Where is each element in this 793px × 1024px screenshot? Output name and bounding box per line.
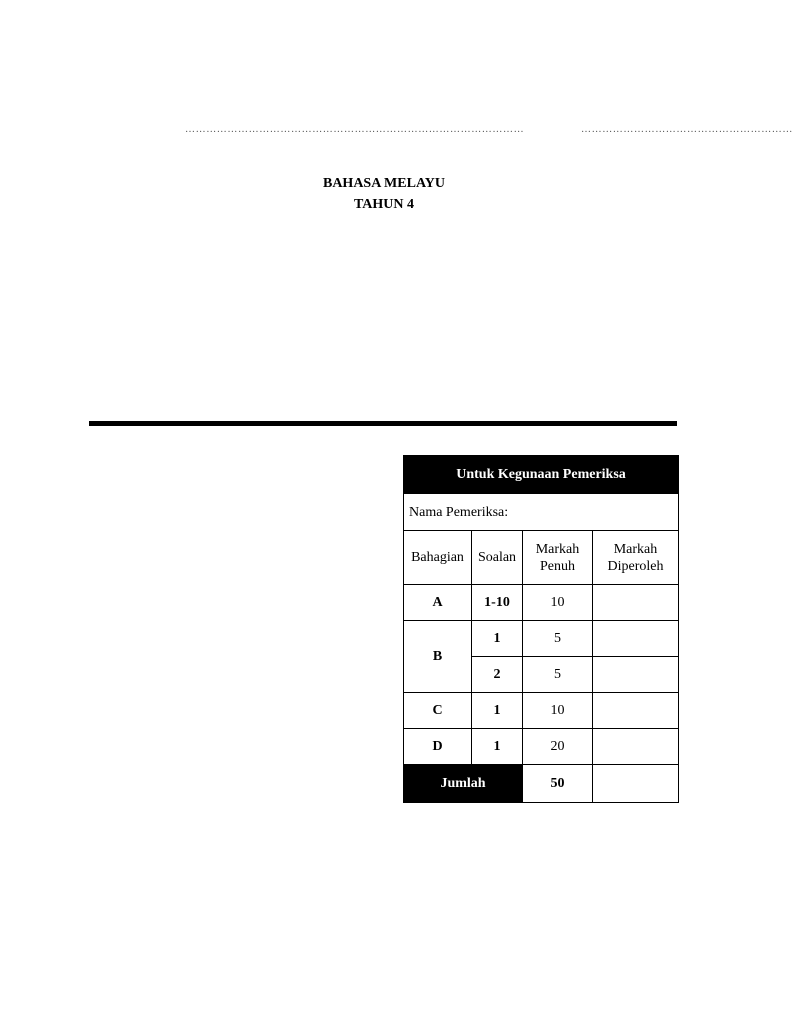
question-cell: 2: [472, 657, 523, 693]
obtained-marks-cell: [593, 621, 679, 657]
table-row: [404, 585, 679, 621]
question-cell: 1-10: [472, 585, 523, 621]
question-cell: 1: [472, 729, 523, 765]
question-cell: 1: [472, 621, 523, 657]
question-cell: 1: [472, 693, 523, 729]
table-row: [404, 621, 679, 657]
examiner-table-heading: Untuk Kegunaan Pemeriksa: [404, 456, 679, 494]
section-cell: B: [404, 621, 472, 693]
horizontal-rule: [89, 421, 677, 426]
obtained-marks-cell: [593, 693, 679, 729]
full-marks-label-line2: Penuh: [540, 558, 575, 574]
class-blank-dotted-line: ……………………………………………………: [581, 124, 793, 135]
column-header-obtained-marks: [593, 531, 679, 585]
table-row: [404, 693, 679, 729]
total-full-marks-cell: 50: [523, 765, 593, 803]
examiner-name-field: Nama Pemeriksa:: [404, 494, 679, 531]
full-marks-label-line1: Markah: [535, 541, 580, 557]
obtained-marks-cell: [593, 657, 679, 693]
full-marks-cell: 5: [523, 621, 593, 657]
column-header-full-marks: [523, 531, 593, 585]
section-cell: D: [404, 729, 472, 765]
column-header-section: Bahagian: [404, 531, 472, 585]
obtained-marks-cell: [593, 729, 679, 765]
grade-title: TAHUN 4: [353, 197, 415, 212]
section-cell: A: [404, 585, 472, 621]
full-marks-cell: 10: [523, 693, 593, 729]
full-marks-cell: 5: [523, 657, 593, 693]
name-blank-dotted-line: ……………………………………………………………………………………: [185, 124, 525, 135]
table-row: [404, 729, 679, 765]
full-marks-cell: 20: [523, 729, 593, 765]
obtained-marks-label-line1: Markah: [613, 541, 658, 557]
obtained-marks-label-line2: Diperoleh: [607, 558, 664, 574]
subject-title: BAHASA MELAYU: [322, 176, 445, 191]
total-row: [404, 765, 679, 803]
column-header-question: Soalan: [472, 531, 523, 585]
examiner-marks-table: [403, 455, 679, 803]
full-marks-cell: 10: [523, 585, 593, 621]
total-label: Jumlah: [404, 765, 523, 803]
section-cell: C: [404, 693, 472, 729]
obtained-marks-cell: [593, 585, 679, 621]
total-obtained-marks-cell: [593, 765, 679, 803]
